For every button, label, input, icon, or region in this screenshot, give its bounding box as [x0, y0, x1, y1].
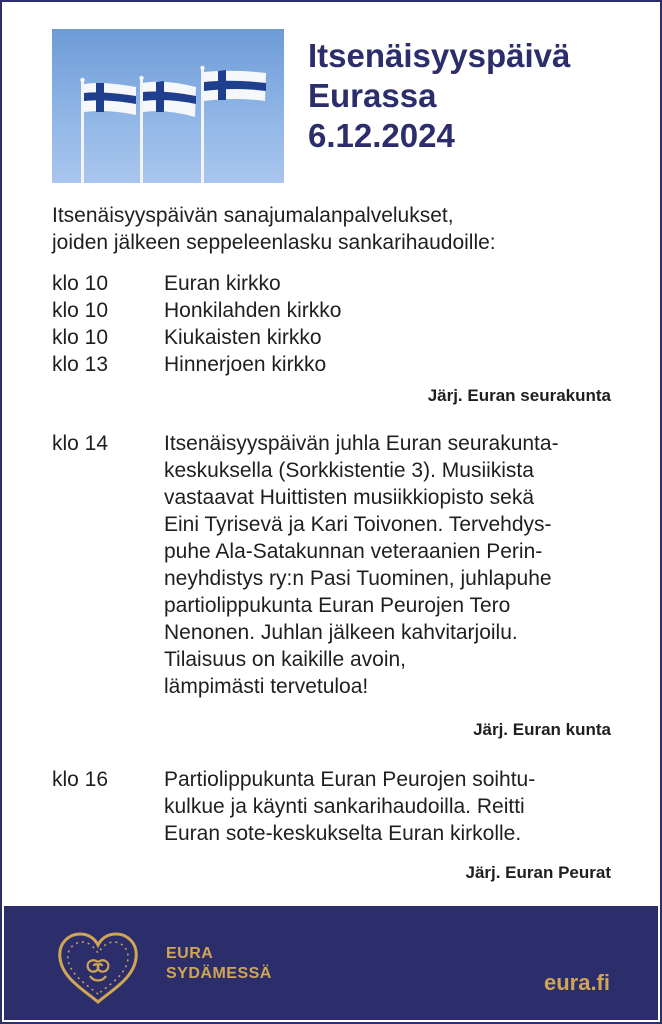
description-line: Eini Tyrisevä ja Kari Toivonen. Tervehdys- [164, 513, 552, 536]
description-line: kulkue ja käynti sankarihaudoilla. Reitti [164, 795, 525, 818]
event-row [52, 430, 622, 720]
event-description [164, 766, 624, 847]
brand-wordmark [166, 944, 272, 984]
service-time: klo 10 [52, 299, 109, 322]
event-time: klo 14 [52, 432, 109, 455]
flagpole-right [201, 69, 204, 183]
event-time: klo 16 [52, 768, 109, 791]
event-description [164, 430, 624, 700]
service-place: Euran kirkko [164, 272, 281, 295]
flagpole-middle [140, 79, 143, 183]
brand-line: EURA [166, 945, 214, 962]
service-place: Honkilahden kirkko [164, 299, 342, 322]
service-time: klo 13 [52, 353, 109, 376]
flagpole-left [81, 81, 84, 183]
footer-bar [4, 906, 658, 1020]
title-line: Itsenäisyyspäivä [308, 37, 571, 74]
description-line: Nenonen. Juhlan jälkeen kahvitarjoilu. [164, 621, 518, 644]
flags-illustration [52, 29, 284, 183]
finnish-flag-icon [204, 70, 266, 101]
brand-line: SYDÄMESSÄ [166, 965, 272, 982]
service-time: klo 10 [52, 326, 109, 349]
description-line: lämpimästi tervetuloa! [164, 675, 369, 698]
description-line: Partiolippukunta Euran Peurojen soihtu- [164, 768, 536, 791]
description-line: Itsenäisyyspäivän juhla Euran seurakunta- [164, 432, 559, 455]
page-title [308, 36, 628, 156]
intro-line: Itsenäisyyspäivän sanajumalanpalvelukset, [52, 204, 454, 227]
organizer-label: Järj. Euran kunta [473, 720, 611, 739]
description-line: puhe Ala-Satakunnan veteraanien Perin- [164, 540, 543, 563]
organizer-label: Järj. Euran Peurat [465, 863, 611, 882]
title-date: 6.12.2024 [308, 117, 455, 154]
service-place: Hinnerjoen kirkko [164, 353, 327, 376]
intro-text [52, 202, 632, 256]
description-line: vastaavat Huittisten musiikkiopisto sekä [164, 486, 534, 509]
description-line: Tilaisuus on kaikille avoin, [164, 648, 407, 671]
event-row [52, 766, 622, 856]
title-line: Eurassa [308, 77, 437, 114]
flags-photo [52, 29, 284, 183]
website-link[interactable]: eura.fi [543, 970, 610, 995]
service-place: Kiukaisten kirkko [164, 326, 322, 349]
description-line: partiolippukunta Euran Peurojen Tero [164, 594, 511, 617]
organizer-label: Järj. Euran seurakunta [427, 386, 611, 405]
description-line: keskuksella (Sorkkistentie 3). Musiikista [164, 459, 534, 482]
description-line: Euran sote-keskukselta Euran kirkolle. [164, 822, 522, 845]
service-time: klo 10 [52, 272, 109, 295]
finnish-flag-icon [84, 83, 136, 115]
description-line: neyhdistys ry:n Pasi Tuominen, juhlapuhe [164, 567, 552, 590]
heart-logo-icon [54, 928, 142, 1008]
intro-line: joiden jälkeen seppeleenlasku sankarihaudoille: [52, 231, 496, 254]
finnish-flag-icon [143, 81, 196, 117]
